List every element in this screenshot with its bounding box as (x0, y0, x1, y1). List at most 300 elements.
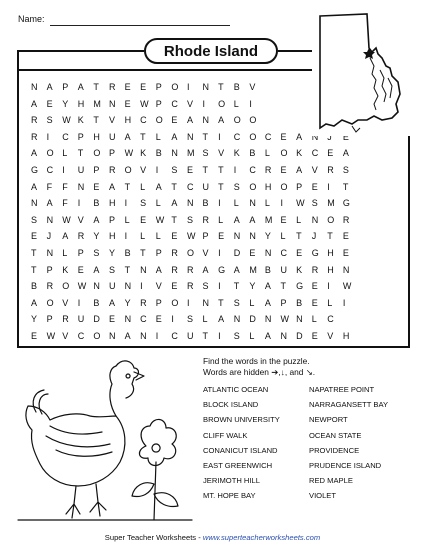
grid-letter: N (233, 314, 241, 325)
grid-letter: O (155, 115, 163, 126)
grid-letter: S (311, 198, 318, 209)
grid-letter: R (311, 264, 319, 275)
grid-letter: O (249, 131, 257, 142)
instructions-line-1: Find the words in the puzzle. (203, 356, 310, 366)
grid-letter: I (140, 281, 143, 292)
grid-letter: L (264, 198, 270, 209)
grid-row (31, 115, 358, 132)
grid-letter: I (218, 198, 221, 209)
grid-letter: U (108, 281, 116, 292)
grid-letter: P (46, 264, 53, 275)
grid-letter: A (31, 98, 38, 109)
grid-row (31, 281, 358, 298)
grid-letter: A (218, 115, 225, 126)
grid-letter: O (249, 115, 257, 126)
name-label: Name: (18, 14, 45, 24)
grid-letter: C (280, 247, 287, 258)
grid-letter: B (296, 297, 303, 308)
grid-letter: L (155, 231, 161, 242)
grid-letter: E (342, 247, 349, 258)
grid-letter: I (280, 198, 284, 209)
grid-letter: S (233, 181, 240, 192)
grid-letter: V (311, 164, 318, 175)
grid-letter: N (46, 214, 54, 225)
grid-letter: C (311, 148, 319, 159)
grid-letter: N (124, 314, 132, 325)
grid-letter: N (233, 231, 241, 242)
grid-row (31, 165, 358, 182)
grid-letter: A (218, 314, 225, 325)
grid-letter: A (93, 214, 100, 225)
word-list-item: NARRAGANSETT BAY (309, 400, 389, 410)
grid-letter: E (280, 214, 287, 225)
grid-letter: A (342, 148, 349, 159)
grid-letter: N (342, 264, 350, 275)
grid-letter: B (31, 281, 38, 292)
grid-letter: C (171, 330, 178, 341)
grid-letter: P (62, 82, 69, 92)
grid-letter: S (171, 164, 178, 175)
grid-letter: H (327, 264, 334, 275)
word-list-item: BROWN UNIVERSITY (203, 415, 280, 425)
grid-letter: N (202, 82, 210, 92)
grid-letter: I (186, 82, 190, 92)
grid-letter: I (155, 330, 159, 341)
grid-letter: A (264, 281, 271, 292)
grid-letter: W (62, 214, 71, 225)
grid-letter: L (280, 231, 286, 242)
grid-letter: P (108, 214, 115, 225)
grid-letter: C (171, 98, 178, 109)
grid-letter: B (202, 198, 209, 209)
grid-letter: V (218, 148, 225, 159)
grid-letter: I (249, 98, 252, 109)
grid-letter: A (171, 131, 178, 142)
grid-letter: J (311, 231, 317, 242)
grid-letter: C (140, 115, 147, 126)
grid-letter: G (296, 281, 304, 292)
grid-letter: E (311, 281, 318, 292)
grid-letter: N (140, 330, 147, 341)
grid-letter: E (140, 214, 147, 225)
word-list-item: EAST GREENWICH (203, 460, 273, 470)
grid-letter: Y (31, 314, 38, 325)
grid-letter: I (124, 198, 128, 209)
grid-letter: T (218, 297, 224, 308)
grid-letter: E (311, 297, 318, 308)
grid-letter: E (249, 247, 256, 258)
grid-letter: V (62, 297, 69, 308)
grid-letter: A (155, 264, 162, 275)
grid-letter: T (202, 164, 209, 175)
grid-letter: V (327, 330, 334, 341)
grid-letter: O (171, 82, 179, 92)
word-list-item: VIOLET (309, 491, 337, 501)
grid-letter: C (249, 164, 256, 175)
grid-letter: N (46, 247, 54, 258)
grid-letter: I (218, 131, 221, 142)
grid-letter: D (249, 314, 256, 325)
grid-letter: T (218, 82, 224, 92)
grid-letter: E (311, 181, 318, 192)
grid-letter: I (233, 164, 237, 175)
grid-letter: K (77, 115, 84, 126)
grid-row (31, 331, 358, 348)
grid-letter: P (280, 297, 287, 308)
grid-letter: L (62, 247, 68, 258)
word-list-item: ATLANTIC OCEAN (203, 385, 269, 394)
grid-letter: H (327, 247, 334, 258)
grid-letter: U (202, 181, 210, 192)
grid-letter: H (108, 231, 116, 242)
grid-letter: A (77, 82, 84, 92)
grid-letter: M (264, 214, 273, 225)
word-list-item: BLOCK ISLAND (203, 400, 259, 410)
grid-letter: A (124, 131, 131, 142)
grid-row (31, 82, 358, 99)
grid-letter: V (108, 115, 115, 126)
grid-row (31, 99, 358, 116)
grid-letter: O (93, 330, 101, 341)
grid-letter: E (327, 148, 334, 159)
grid-letter: W (342, 281, 352, 292)
grid-letter: R (327, 164, 334, 175)
word-list-item: CLIFF WALK (203, 430, 248, 440)
grid-letter: T (77, 148, 84, 159)
grid-letter: H (342, 330, 350, 341)
grid-letter: O (46, 297, 54, 308)
grid-letter: T (140, 247, 146, 258)
word-list-item: PRUDENCE ISLAND (309, 460, 382, 470)
frame-left-top (17, 50, 19, 69)
grid-letter: S (46, 115, 53, 126)
grid-letter: E (108, 314, 115, 325)
grid-letter: K (62, 264, 69, 275)
grid-letter: V (202, 247, 209, 258)
grid-letter: S (108, 264, 115, 275)
grid-letter: W (296, 198, 305, 209)
grid-letter: T (280, 281, 286, 292)
grid-letter: L (218, 214, 224, 225)
grid-letter: V (186, 98, 193, 109)
grid-letter: K (233, 148, 240, 159)
grid-letter: T (202, 330, 209, 341)
grid-letter: N (202, 297, 210, 308)
grid-letter: L (124, 214, 130, 225)
footer-brand: Super Teacher Worksheets (104, 533, 197, 542)
grid-letter: A (46, 82, 53, 92)
grid-letter: A (93, 264, 100, 275)
grid-letter: T (31, 264, 37, 275)
grid-letter: O (249, 181, 257, 192)
grid-letter: R (77, 231, 85, 242)
grid-letter: R (108, 82, 116, 92)
grid-letter: A (296, 164, 303, 175)
grid-letter: W (62, 115, 71, 126)
grid-letter: L (296, 214, 302, 225)
grid-letter: P (155, 297, 162, 308)
grid-letter: I (62, 164, 65, 175)
grid-letter: E (46, 98, 53, 109)
grid-letter: V (77, 214, 84, 225)
grid-letter: M (249, 264, 257, 275)
word-list-item: JERIMOTH HILL (203, 476, 260, 486)
grid-letter: U (280, 264, 287, 275)
grid-row (31, 148, 358, 165)
grid-letter: E (31, 330, 38, 341)
grid-letter: L (249, 330, 255, 341)
word-list-item: NEWPORT (309, 415, 348, 425)
grid-letter: S (186, 214, 193, 225)
grid-letter: S (233, 330, 240, 341)
grid-letter: L (155, 198, 161, 209)
grid-letter: O (280, 148, 288, 159)
grid-letter: T (124, 264, 131, 275)
grid-letter: B (249, 148, 256, 159)
grid-letter: L (233, 198, 239, 209)
grid-letter: R (46, 281, 54, 292)
grid-letter: C (264, 131, 272, 142)
grid-letter: V (140, 164, 147, 175)
instructions-line-2: Words are hidden ➔,↓, and ↘. (203, 367, 316, 377)
grid-letter: T (296, 231, 302, 242)
grid-letter: B (264, 264, 271, 275)
grid-letter: N (202, 115, 210, 126)
grid-letter: I (218, 247, 221, 258)
grid-letter: R (62, 314, 69, 325)
letter-grid (31, 82, 358, 348)
grid-letter: A (46, 198, 53, 209)
grid-letter: A (31, 148, 38, 159)
grid-letter: S (93, 247, 100, 258)
grid-letter: T (327, 231, 333, 242)
grid-letter: P (155, 247, 162, 258)
grid-letter: T (218, 181, 224, 192)
grid-letter: I (327, 181, 330, 192)
grid-letter: F (46, 181, 53, 192)
grid-letter: N (108, 98, 116, 109)
grid-letter: T (31, 247, 37, 258)
grid-letter: U (77, 164, 85, 175)
grid-letter: V (62, 330, 69, 341)
grid-letter: C (327, 314, 334, 325)
grid-letter: D (93, 314, 100, 325)
grid-letter: I (171, 314, 174, 325)
grid-letter: M (93, 98, 101, 109)
grid-letter: I (155, 164, 159, 175)
grid-letter: L (140, 231, 146, 242)
grid-letter: S (233, 297, 240, 308)
grid-letter: L (249, 297, 255, 308)
grid-letter: O (280, 181, 288, 192)
grid-letter: J (327, 131, 332, 142)
grid-letter: O (218, 98, 226, 109)
grid-letter: I (218, 330, 221, 341)
grid-letter: E (171, 281, 178, 292)
grid-letter: I (77, 198, 81, 209)
grid-letter: H (77, 98, 85, 109)
grid-letter: R (171, 264, 178, 275)
grid-letter: E (171, 115, 178, 126)
grid-letter: O (233, 115, 241, 126)
grid-letter: M (327, 198, 335, 209)
grid-letter: H (264, 181, 272, 192)
grid-letter: R (342, 214, 350, 225)
grid-row (31, 248, 358, 265)
grid-letter: O (46, 148, 54, 159)
grid-letter: R (186, 281, 194, 292)
grid-letter: A (171, 198, 178, 209)
grid-letter: N (296, 314, 303, 325)
grid-letter: B (93, 297, 100, 308)
grid-letter: R (31, 131, 38, 142)
grid-letter: I (186, 297, 190, 308)
grid-letter: L (233, 98, 239, 109)
grid-letter: C (186, 181, 194, 192)
grid-letter: T (171, 181, 177, 192)
grid-letter: S (202, 148, 209, 159)
grid-letter: Y (124, 297, 131, 308)
grid-letter: A (233, 214, 240, 225)
grid-letter: N (280, 330, 287, 341)
grid-letter: T (93, 115, 99, 126)
grid-letter: Y (108, 247, 115, 258)
grid-letter: Y (93, 231, 100, 242)
grid-letter: P (155, 98, 162, 109)
grid-letter: R (264, 164, 272, 175)
grid-letter: G (31, 164, 39, 175)
grid-letter: G (311, 247, 319, 258)
grid-letter: N (31, 82, 38, 92)
grid-letter: P (296, 181, 303, 192)
grid-letter: G (218, 264, 226, 275)
grid-letter: N (171, 148, 178, 159)
grid-letter: B (233, 82, 240, 92)
grid-letter: A (233, 264, 240, 275)
grid-letter: S (342, 164, 349, 175)
word-list-item: PROVIDENCE (309, 445, 360, 455)
grid-letter: T (124, 181, 131, 192)
grid-letter: E (342, 131, 349, 142)
grid-letter: K (296, 148, 303, 159)
grid-letter: T (202, 131, 209, 142)
grid-letter: C (77, 330, 85, 341)
grid-letter: N (124, 281, 132, 292)
grid-letter: S (202, 281, 209, 292)
grid-letter: N (77, 181, 85, 192)
grid-letter: V (155, 281, 162, 292)
grid-letter: T (218, 164, 224, 175)
grid-letter: S (31, 214, 38, 225)
grid-letter: L (327, 297, 333, 308)
grid-row (31, 314, 358, 331)
word-list-item: NAPATREE POINT (309, 385, 375, 394)
grid-letter: A (124, 330, 131, 341)
grid-letter: W (140, 98, 149, 109)
grid-letter: F (62, 198, 68, 209)
grid-letter: W (155, 214, 165, 225)
grid-row (31, 215, 358, 232)
grid-letter: R (140, 297, 147, 308)
grid-letter: L (140, 181, 146, 192)
grid-letter: T (171, 214, 177, 225)
grid-letter: W (124, 148, 134, 159)
name-line[interactable] (50, 25, 230, 26)
grid-letter: I (218, 281, 221, 292)
grid-letter: A (296, 131, 303, 142)
grid-letter: N (249, 198, 256, 209)
grid-letter: A (62, 231, 69, 242)
grid-letter: C (233, 131, 241, 142)
grid-letter: Y (62, 98, 69, 109)
grid-letter: I (124, 231, 128, 242)
grid-letter: N (31, 198, 38, 209)
grid-letter: E (93, 181, 100, 192)
grid-letter: O (186, 247, 194, 258)
grid-letter: S (186, 314, 193, 325)
grid-letter: A (249, 214, 256, 225)
grid-letter: L (311, 314, 317, 325)
grid-letter: C (46, 164, 54, 175)
grid-letter: L (202, 314, 208, 325)
grid-letter: E (77, 264, 84, 275)
grid-letter: E (342, 231, 349, 242)
grid-letter: N (93, 281, 100, 292)
grid-letter: A (202, 264, 209, 275)
footer: Super Teacher Worksheets - www.superteacherworksheets.com (104, 533, 321, 542)
grid-letter: M (186, 148, 195, 159)
grid-letter: P (155, 82, 162, 92)
title-bar-right (278, 50, 312, 52)
grid-letter: E (124, 82, 131, 92)
grid-letter: E (280, 164, 287, 175)
grid-letter: I (327, 281, 330, 292)
grid-letter: D (233, 247, 241, 258)
grid-letter: E (186, 164, 193, 175)
grid-letter: T (342, 181, 349, 192)
grid-letter: K (140, 148, 147, 159)
footer-url-link[interactable]: www.superteacherworksheets.com (202, 533, 321, 542)
grid-letter: P (77, 131, 84, 142)
grid-letter: E (31, 231, 38, 242)
grid-letter: P (77, 247, 84, 258)
grid-letter: R (202, 214, 210, 225)
grid-letter: I (46, 131, 50, 142)
grid-letter: G (342, 198, 350, 209)
grid-letter: S (140, 198, 147, 209)
grid-row (31, 265, 358, 282)
grid-letter: E (171, 231, 178, 242)
rhode-island-map-icon (312, 8, 412, 136)
grid-letter: C (140, 314, 147, 325)
grid-letter: N (186, 198, 194, 209)
grid-letter: W (280, 314, 289, 325)
grid-letter: A (108, 297, 115, 308)
grid-letter: E (140, 82, 147, 92)
grid-letter: O (62, 281, 70, 292)
grid-letter: A (31, 181, 38, 192)
grid-letter: P (202, 231, 209, 242)
grid-letter: Y (264, 231, 271, 242)
grid-letter: W (186, 231, 196, 242)
grid-row (31, 198, 358, 215)
grid-letter: I (342, 297, 346, 308)
word-list-item: CONANICUT ISLAND (203, 445, 278, 455)
grid-letter: N (249, 231, 256, 242)
grid-letter: Y (249, 281, 256, 292)
grid-letter: R (186, 264, 194, 275)
grid-letter: R (171, 247, 178, 258)
